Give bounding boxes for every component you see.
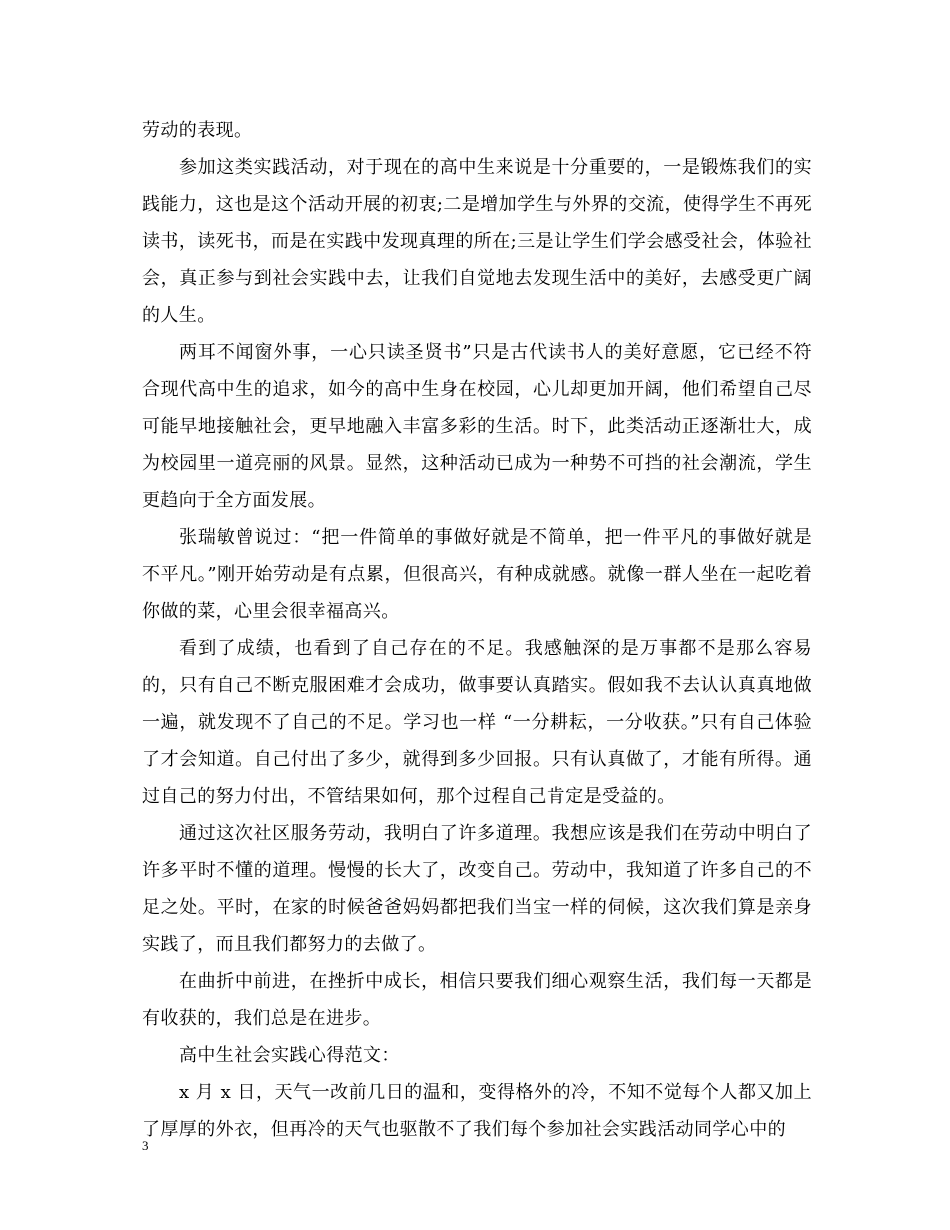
paragraph: 张瑞敏曾说过：“把一件简单的事做好就是不简单，把一件平凡的事做好就是不平凡。”刚开始劳动是有点累，但很高兴，有种成就感。就像一群人坐在一起吃着你做的菜，心里会很幸福高兴。 bbox=[142, 527, 812, 622]
document-body bbox=[142, 112, 812, 1148]
paragraph: 两耳不闻窗外事，一心只读圣贤书”只是古代读书人的美好意愿，它已经不符合现代高中生的追求，如今的高中生身在校园，心儿却更加开阔，他们希望自己尽可能早地接触社会，更早地融入丰富多彩的生活。时下，此类活动正逐渐壮大，成为校园里一道亮丽的风景。显然，这种活动已成为一种势不可挡的社会潮流，学生更趋向于全方面发展。 bbox=[142, 342, 812, 511]
paragraph: 参加这类实践活动，对于现在的高中生来说是十分重要的，一是锻炼我们的实践能力，这也是这个活动开展的初衷;二是增加学生与外界的交流，使得学生不再死读书，读死书，而是在实践中发现真理的所在;三是让学生们学会感受社会，体验社会，真正参与到社会实践中去，让我们自觉地去发现生活中的美好，去感受更广阔的人生。 bbox=[142, 157, 812, 326]
paragraph: 看到了成绩，也看到了自己存在的不足。我感触深的是万事都不是那么容易的，只有自己不断克服困难才会成功，做事要认真踏实。假如我不去认认真真地做一遍，就发现不了自己的不足。学习也一样 “一分耕耘，一分收获。”只有自己体验了才会知道。自己付出了多少，就得到多少回报。只有认真做了，才能有所得。通过自己的努力付出，不管结果如何，那个过程自己肯定是受益的。 bbox=[142, 638, 812, 807]
paragraph: 在曲折中前进，在挫折中成长，相信只要我们细心观察生活，我们每一天都是有收获的，我们总是在进步。 bbox=[142, 971, 812, 1029]
paragraph: 劳动的表现。 bbox=[142, 120, 253, 141]
section-heading: 高中生社会实践心得范文： bbox=[179, 1045, 400, 1066]
paragraph: 通过这次社区服务劳动，我明白了许多道理。我想应该是我们在劳动中明白了许多平时不懂的道理。慢慢的长大了，改变自己。劳动中，我知道了许多自己的不足之处。平时，在家的时候爸爸妈妈都把我们当宝一样的伺候，这次我们算是亲身实践了，而且我们都努力的去做了。 bbox=[142, 823, 812, 955]
paragraph: x 月 x 日，天气一改前几日的温和，变得格外的冷，不知不觉每个人都又加上了厚厚的外衣，但再冷的天气也驱散不了我们每个参加社会实践活动同学心中的 bbox=[142, 1082, 812, 1140]
page-number: 3 bbox=[142, 1138, 149, 1153]
